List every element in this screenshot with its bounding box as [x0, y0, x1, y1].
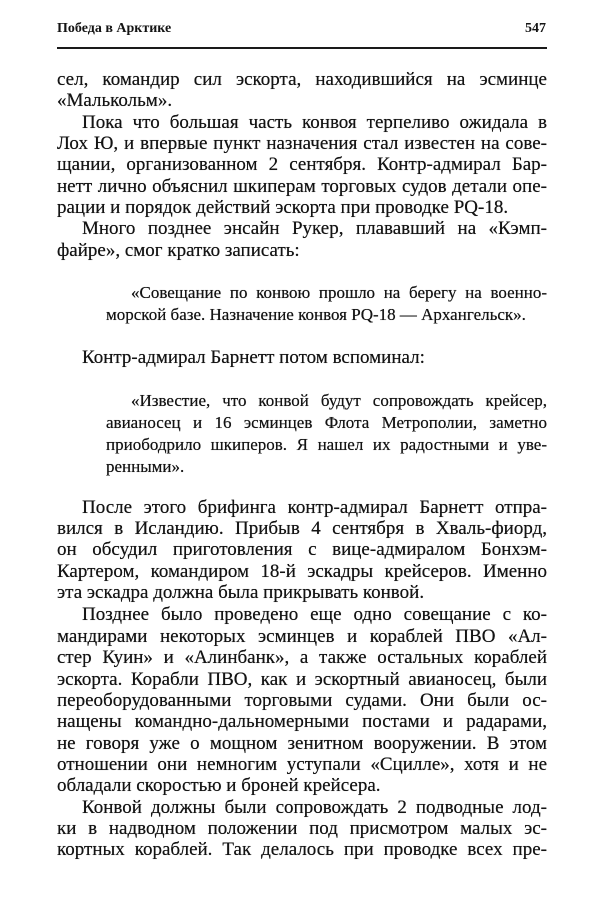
text-line: обладали скоростью и броней крейсера.: [57, 775, 381, 796]
text-line: отношении они немногим уступали «Сцилле», хотя и не: [57, 754, 547, 775]
text-line: Контр-адмирал Барнетт потом вспоминал:: [82, 347, 425, 368]
text-line: эта эскадра должна была прикрывать конвой.: [57, 582, 425, 603]
text-line: нетт лично объяснил шкиперам торговых судов детали опе-: [57, 176, 547, 197]
quote-line: морской базе. Назначение конвоя PQ-18 — Архангельск».: [106, 305, 526, 324]
text-line: переоборудованными торговыми судами. Они были ос-: [57, 690, 547, 711]
text-line: Много позднее энсайн Рукер, плававший на «Кэмп-: [82, 218, 547, 239]
text-line: кортных кораблей. Так делалось при проводке всех пре-: [57, 839, 547, 860]
text-line: стер Куин» и «Алинбанк», а также остальных кораблей: [57, 647, 547, 668]
text-line: он обсудил приготовления с вице-адмиралом Бонхэм-: [57, 539, 547, 560]
text-line: Картером, командиром 18-й эскадры крейсеров. Именно: [57, 561, 547, 582]
page-number: 547: [525, 21, 546, 36]
quote-line: «Известие, что конвой будут сопровождать крейсер,: [131, 391, 547, 410]
header-rule: [57, 47, 547, 49]
text-line: После этого брифинга контр-адмирал Барнетт отпра-: [82, 497, 547, 518]
text-line: эскорта. Корабли ПВО, как и эскортный авианосец, были: [57, 669, 547, 690]
text-line: щании, организованном 2 сентября. Контр-адмирал Бар-: [57, 154, 547, 175]
text-line: «Малькольм».: [57, 90, 173, 111]
text-line: сел, командир сил эскорта, находившийся на эсминце: [57, 69, 547, 90]
text-line: вился в Исландию. Прибыв 4 сентября в Хваль-фиорд,: [57, 518, 547, 539]
text-line: ки в надводном положении под присмотром малых эс-: [57, 818, 547, 839]
text-line: Пока что большая часть конвоя терпеливо ожидала в: [82, 112, 547, 133]
text-line: файре», смог кратко записать:: [57, 240, 300, 261]
quote-line: авианосец и 16 эсминцев Флота Метрополии, заметно: [106, 413, 547, 432]
text-line: Лох Ю, и впервые пункт назначения стал известен на сове-: [57, 133, 547, 154]
quote-line: приободрило шкиперов. Я нашел их радостными и уве-: [106, 435, 547, 454]
running-header-title: Победа в Арктике: [57, 21, 172, 36]
text-line: нащены командно-дальномерными постами и радарами,: [57, 711, 547, 732]
text-line: Конвой должны были сопровождать 2 подводные лод-: [82, 797, 547, 818]
quote-line: «Совещание по конвою прошло на берегу на военно-: [131, 283, 547, 302]
quote-line: ренными».: [106, 457, 185, 476]
text-line: рации и порядок действий эскорта при проводке PQ-18.: [57, 197, 509, 218]
text-line: мандирами некоторых эсминцев и кораблей ПВО «Ал-: [57, 626, 547, 647]
text-line: Позднее было проведено еще одно совещание с ко-: [82, 604, 547, 625]
text-line: не говоря уже о мощном зенитном вооружении. В этом: [57, 733, 547, 754]
